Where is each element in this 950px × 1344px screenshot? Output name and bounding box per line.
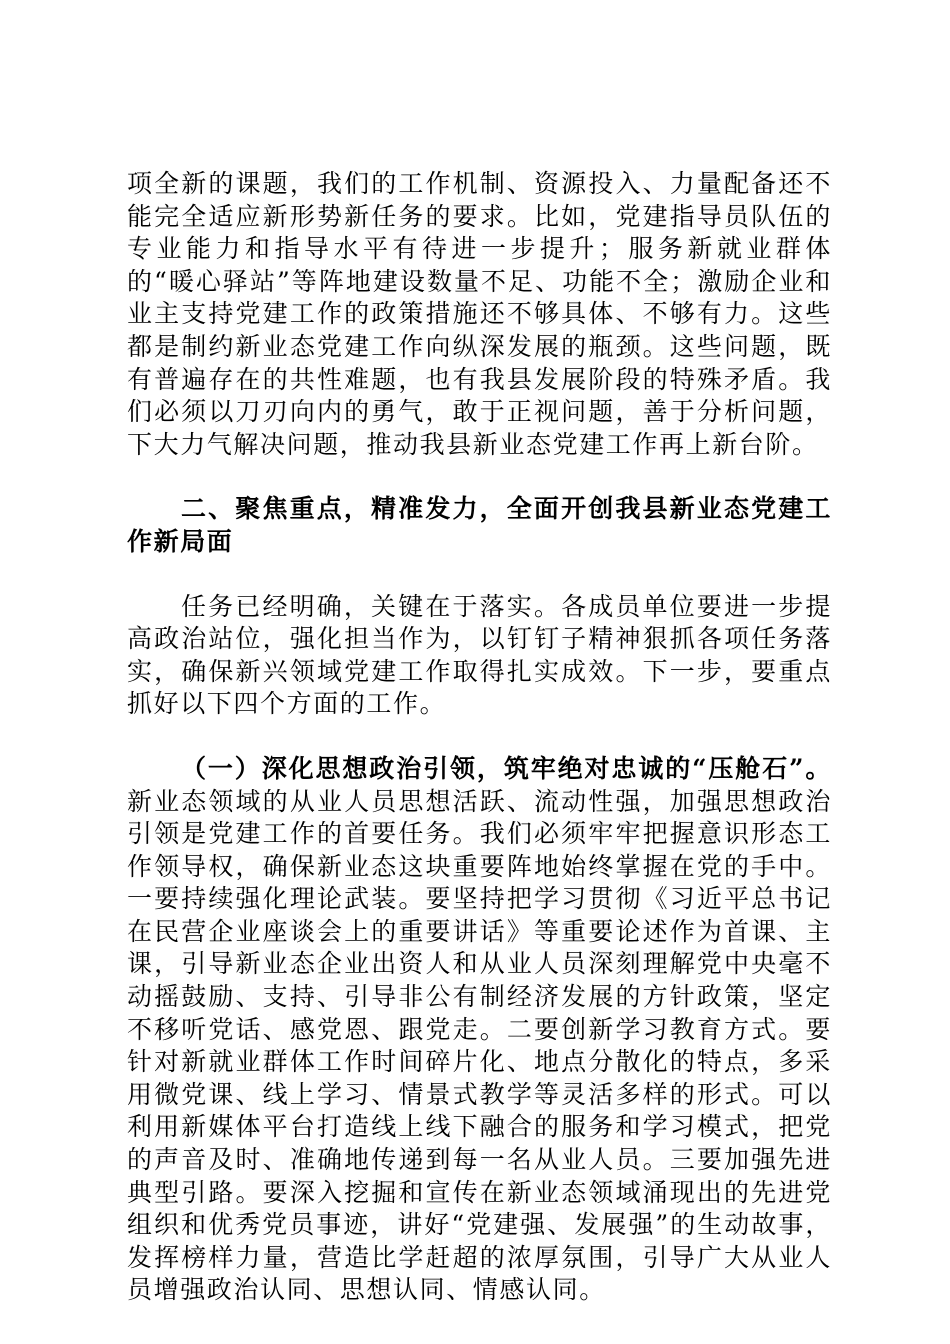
document-page (127, 168, 832, 1307)
paragraph-spacer (127, 721, 832, 753)
continuation-paragraph: 项全新的课题，我们的工作机制、资源投入、力量配备还不能完全适应新形势新任务的要求。比如，党建指导员队伍的专业能力和指导水平有待进一步提升；服务新就业群体的“暖心驿站”等阵地建设数量不足、功能不全；激励企业和业主支持党建工作的政策措施还不够具体、不够有力。这些都是制约新业态党建工作向纵深发展的瓶颈。这些问题，既有普遍存在的共性难题，也有我县发展阶段的特殊矛盾。我们必须以刀刃向内的勇气，敢于正视问题，善于分析问题，下大力气解决问题，推动我县新业态党建工作再上新台阶。 (127, 169, 832, 459)
section-heading: 二、聚焦重点，精准发力，全面开创我县新业态党建工作新局面 (127, 494, 832, 556)
subsection-body: 新业态领域的从业人员思想活跃、流动性强，加强思想政治引领是党建工作的首要任务。我们必须牢牢把握意识形态工作领导权，确保新业态这块重要阵地始终掌握在党的手中。一要持续强化理论武装。要坚持把学习贯彻《习近平总书记在民营企业座谈会上的重要讲话》等重要论述作为首课、主课，引导新业态企业出资人和从业人员深刻理解党中央毫不动摇鼓励、支持、引导非公有制经济发展的方针政策，坚定不移听党话、感党恩、跟党走。二要创新学习教育方式。要针对新就业群体工作时间碎片化、地点分散化的特点，多采用微党课、线上学习、情景式教学等灵活多样的形式。可以利用新媒体平台打造线上线下融合的服务和学习模式，把党的声音及时、准确地传递到每一名从业人员。三要加强先进典型引路。要深入挖掘和宣传在新业态领域涌现出的先进党组织和优秀党员事迹，讲好“党建强、发展强”的生动故事，发挥榜样力量，营造比学赶超的浓厚氛围，引导广大从业人员增强政治认同、思想认同、情感认同。 (127, 786, 832, 1305)
paragraph-spacer (127, 559, 832, 591)
intro-paragraph: 任务已经明确，关键在于落实。各成员单位要进一步提高政治站位，强化担当作为，以钉钉子精神狠抓各项任务落实，确保新兴领域党建工作取得扎实成效。下一步，要重点抓好以下四个方面的工作。 (127, 591, 832, 719)
subsection-paragraph (127, 753, 832, 1307)
subsection-heading: （一）深化思想政治引领，筑牢绝对忠诚的“压舱石”。 (181, 753, 832, 783)
paragraph-spacer (127, 461, 832, 493)
